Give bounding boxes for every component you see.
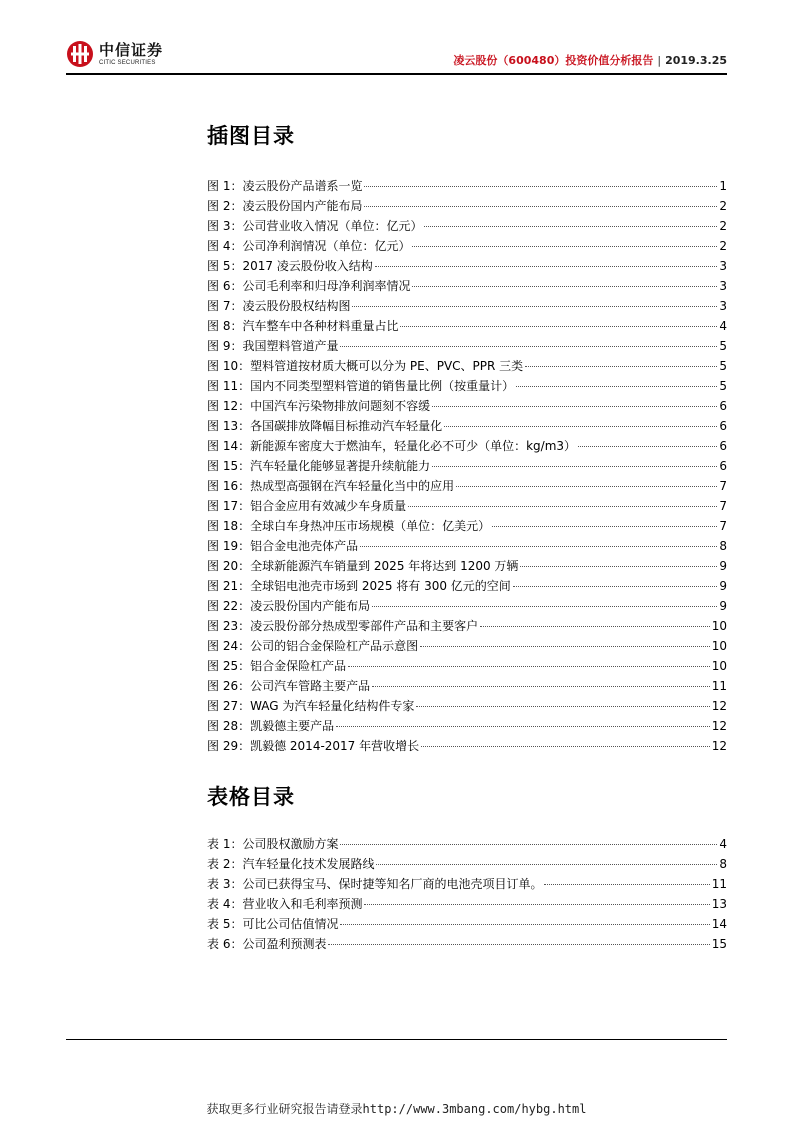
toc-entry-label: 图 5： (207, 259, 243, 273)
toc-entry-title: 营业收入和毛利率预测 (242, 897, 363, 911)
toc-leader-dots (372, 686, 710, 687)
figure-toc-entry[interactable] (207, 256, 727, 276)
figure-toc-entry[interactable] (207, 556, 727, 576)
toc-entry-title: 凯毅德 2014-2017 年营收增长 (250, 739, 420, 753)
header-rule (66, 73, 727, 75)
toc-entry-label: 图 13： (207, 419, 251, 433)
toc-entry-label: 表 5： (207, 917, 243, 931)
logo-name-cn: 中信证券 (99, 40, 164, 59)
toc-entry-title: 凯毅德主要产品 (250, 719, 335, 733)
toc-entry-title: 汽车轻量化能够显著提升续航能力 (250, 459, 431, 473)
toc-entry-title: 公司净利润情况（单位：亿元） (242, 239, 411, 253)
toc-entry-page: 2 (719, 219, 727, 233)
toc-leader-dots (412, 246, 717, 247)
page-header (0, 0, 793, 80)
toc-leader-dots (372, 606, 717, 607)
toc-entry-page: 4 (719, 837, 727, 851)
toc-entry-label: 图 29： (207, 739, 251, 753)
toc-entry-page: 10 (711, 659, 727, 673)
toc-leader-dots (525, 366, 717, 367)
toc-leader-dots (328, 944, 709, 945)
toc-entry-title: 全球白车身热冲压市场规模（单位：亿美元） (250, 519, 491, 533)
toc-entry-page: 5 (719, 359, 727, 373)
toc-leader-dots (416, 706, 709, 707)
toc-entry-page: 9 (719, 579, 727, 593)
toc-entry-label: 图 19： (207, 539, 251, 553)
toc-entry-label: 图 17： (207, 499, 251, 513)
toc-entry-title: 全球铝电池壳市场到 2025 将有 300 亿元的空间 (250, 579, 511, 593)
table-toc-entry[interactable] (207, 854, 727, 874)
toc-entry-page: 3 (719, 259, 727, 273)
toc-entry-label: 表 4： (207, 897, 243, 911)
toc-leader-dots (456, 486, 717, 487)
toc-entry-label: 图 24： (207, 639, 251, 653)
toc-entry-title: 凌云股份股权结构图 (242, 299, 351, 313)
table-toc-entry[interactable] (207, 934, 727, 954)
table-toc-entry[interactable] (207, 914, 727, 934)
toc-entry-title: 塑料管道按材质大概可以分为 PE、PVC、PPR 三类 (250, 359, 524, 373)
toc-entry-page: 9 (719, 599, 727, 613)
figure-toc-entry[interactable] (207, 736, 727, 756)
toc-leader-dots (578, 446, 717, 447)
toc-entry-label: 图 21： (207, 579, 251, 593)
toc-leader-dots (352, 306, 717, 307)
toc-entry-label: 图 15： (207, 459, 251, 473)
toc-leader-dots (336, 726, 710, 727)
toc-leader-dots (364, 206, 717, 207)
toc-entry-label: 表 1： (207, 837, 243, 851)
toc-leader-dots (348, 666, 710, 667)
header-report-info (453, 54, 727, 68)
citic-logo (66, 40, 163, 68)
toc-entry-title: 铝合金应用有效减少车身质量 (250, 499, 407, 513)
figure-toc-entry[interactable] (207, 216, 727, 236)
figure-toc-entry[interactable] (207, 416, 727, 436)
toc-entry-label: 图 14： (207, 439, 251, 453)
toc-entry-page: 15 (711, 937, 727, 951)
toc-entry-page: 13 (711, 897, 727, 911)
logo-name-en: CITIC SECURITIES (99, 59, 156, 66)
toc-entry-title: 公司汽车管路主要产品 (250, 679, 371, 693)
toc-entry-label: 图 27： (207, 699, 251, 713)
figure-toc-entry[interactable] (207, 356, 727, 376)
report-title: 凌云股份（600480）投资价值分析报告 (453, 54, 654, 67)
toc-entry-label: 图 23： (207, 619, 251, 633)
toc-entry-page: 12 (711, 739, 727, 753)
toc-entry-title: 凌云股份部分热成型零部件产品和主要客户 (250, 619, 479, 633)
figure-toc-entry[interactable] (207, 536, 727, 556)
toc-entry-label: 图 20： (207, 559, 251, 573)
toc-entry-title: 公司的铝合金保险杠产品示意图 (250, 639, 419, 653)
toc-entry-label: 图 26： (207, 679, 251, 693)
toc-entry-title: 汽车轻量化技术发展路线 (242, 857, 375, 871)
toc-leader-dots (421, 746, 710, 747)
table-toc-entry[interactable] (207, 874, 727, 894)
toc-entry-page: 11 (711, 679, 727, 693)
toc-entry-page: 3 (719, 279, 727, 293)
toc-entry-title: 公司已获得宝马、保时捷等知名厂商的电池壳项目订单。 (242, 877, 543, 891)
toc-entry-title: 各国碳排放降幅目标推动汽车轻量化 (250, 419, 443, 433)
toc-entry-page: 14 (711, 917, 727, 931)
footer-rule (66, 1039, 727, 1040)
toc-entry-title: 公司毛利率和归母净利润率情况 (242, 279, 411, 293)
toc-entry-page: 5 (719, 379, 727, 393)
figure-toc-entry[interactable] (207, 436, 727, 456)
toc-entry-label: 图 2： (207, 199, 243, 213)
toc-entry-label: 图 8： (207, 319, 243, 333)
figure-toc-entry[interactable] (207, 336, 727, 356)
logo-text (99, 42, 163, 67)
figure-toc-entry[interactable] (207, 496, 727, 516)
toc-entry-label: 图 10： (207, 359, 251, 373)
toc-leader-dots (420, 646, 710, 647)
toc-entry-page: 2 (719, 239, 727, 253)
toc-entry-page: 9 (719, 559, 727, 573)
toc-leader-dots (544, 884, 709, 885)
toc-entry-title: 凌云股份产品谱系一览 (242, 179, 363, 193)
figure-toc-entry[interactable] (207, 656, 727, 676)
toc-leader-dots (364, 904, 709, 905)
figure-toc-entry[interactable] (207, 456, 727, 476)
toc-entry-title: 全球新能源汽车销量到 2025 年将达到 1200 万辆 (250, 559, 519, 573)
toc-leader-dots (516, 386, 717, 387)
toc-entry-title: 凌云股份国内产能布局 (242, 199, 363, 213)
toc-entry-page: 6 (719, 439, 727, 453)
toc-leader-dots (360, 546, 717, 547)
toc-leader-dots (432, 466, 717, 467)
toc-leader-dots (340, 924, 709, 925)
figure-toc-entry[interactable] (207, 676, 727, 696)
toc-entry-label: 图 25： (207, 659, 251, 673)
figures-toc-list (207, 176, 727, 756)
toc-leader-dots (408, 506, 717, 507)
figure-toc-entry[interactable] (207, 716, 727, 736)
figure-toc-entry[interactable] (207, 176, 727, 196)
toc-leader-dots (375, 266, 718, 267)
toc-leader-dots (444, 426, 717, 427)
toc-entry-page: 8 (719, 539, 727, 553)
toc-entry-title: 我国塑料管道产量 (242, 339, 339, 353)
figure-toc-entry[interactable] (207, 636, 727, 656)
toc-entry-label: 图 9： (207, 339, 243, 353)
toc-entry-title: 铝合金电池壳体产品 (250, 539, 359, 553)
toc-entry-label: 表 6： (207, 937, 243, 951)
toc-entry-page: 10 (711, 619, 727, 633)
toc-entry-page: 7 (719, 519, 727, 533)
table-toc-entry[interactable] (207, 834, 727, 854)
toc-entry-page: 8 (719, 857, 727, 871)
report-date: 2019.3.25 (665, 54, 727, 67)
toc-entry-page: 6 (719, 459, 727, 473)
toc-leader-dots (340, 346, 717, 347)
toc-entry-label: 图 4： (207, 239, 243, 253)
figure-toc-entry[interactable] (207, 616, 727, 636)
toc-leader-dots (412, 286, 717, 287)
figure-toc-entry[interactable] (207, 516, 727, 536)
toc-entry-label: 图 7： (207, 299, 243, 313)
toc-entry-label: 图 12： (207, 399, 251, 413)
figure-toc-entry[interactable] (207, 596, 727, 616)
toc-entry-page: 5 (719, 339, 727, 353)
figure-toc-entry[interactable] (207, 276, 727, 296)
toc-leader-dots (376, 864, 717, 865)
tables-section-title: 表格目录 (207, 785, 295, 809)
header-separator: | (657, 54, 662, 67)
toc-entry-page: 3 (719, 299, 727, 313)
toc-entry-title: 热成型高强钢在汽车轻量化当中的应用 (250, 479, 455, 493)
toc-entry-label: 图 18： (207, 519, 251, 533)
figure-toc-entry[interactable] (207, 476, 727, 496)
toc-leader-dots (340, 844, 717, 845)
toc-leader-dots (480, 626, 710, 627)
toc-entry-title: 铝合金保险杠产品 (250, 659, 347, 673)
toc-leader-dots (400, 326, 717, 327)
toc-entry-title: 中国汽车污染物排放问题刻不容缓 (250, 399, 431, 413)
toc-leader-dots (432, 406, 717, 407)
toc-entry-page: 6 (719, 419, 727, 433)
toc-entry-page: 2 (719, 199, 727, 213)
toc-entry-page: 11 (711, 877, 727, 891)
toc-entry-label: 图 28： (207, 719, 251, 733)
toc-entry-page: 10 (711, 639, 727, 653)
toc-entry-title: 汽车整车中各种材料重量占比 (242, 319, 399, 333)
toc-entry-label: 图 1： (207, 179, 243, 193)
toc-entry-label: 图 6： (207, 279, 243, 293)
toc-entry-page: 1 (719, 179, 727, 193)
toc-entry-page: 7 (719, 479, 727, 493)
toc-entry-label: 图 22： (207, 599, 251, 613)
figure-toc-entry[interactable] (207, 376, 727, 396)
toc-entry-title: 公司盈利预测表 (242, 937, 327, 951)
figure-toc-entry[interactable] (207, 316, 727, 336)
citic-logo-mark-icon (66, 40, 94, 68)
toc-leader-dots (520, 566, 717, 567)
toc-entry-page: 4 (719, 319, 727, 333)
footer-download-link[interactable]: 获取更多行业研究报告请登录http://www.3mbang.com/hybg.html (206, 1102, 587, 1116)
toc-entry-title: 可比公司估值情况 (242, 917, 339, 931)
toc-entry-title: 公司股权激励方案 (242, 837, 339, 851)
figure-toc-entry[interactable] (207, 236, 727, 256)
toc-leader-dots (424, 226, 717, 227)
toc-entry-title: 凌云股份国内产能布局 (250, 599, 371, 613)
figure-toc-entry[interactable] (207, 396, 727, 416)
toc-entry-page: 6 (719, 399, 727, 413)
toc-entry-title: 公司营业收入情况（单位：亿元） (242, 219, 423, 233)
figures-section-title: 插图目录 (207, 124, 295, 148)
toc-entry-label: 图 16： (207, 479, 251, 493)
toc-entry-title: 2017 凌云股份收入结构 (242, 259, 373, 273)
toc-entry-page: 7 (719, 499, 727, 513)
figure-toc-entry[interactable] (207, 196, 727, 216)
toc-entry-page: 12 (711, 719, 727, 733)
toc-entry-title: 新能源车密度大于燃油车，轻量化必不可少（单位：kg/m3） (250, 439, 577, 453)
table-toc-entry[interactable] (207, 894, 727, 914)
toc-leader-dots (364, 186, 717, 187)
tables-toc-list (207, 834, 727, 954)
figure-toc-entry[interactable] (207, 576, 727, 596)
toc-leader-dots (492, 526, 717, 527)
toc-entry-label: 图 3： (207, 219, 243, 233)
toc-entry-page: 12 (711, 699, 727, 713)
toc-leader-dots (513, 586, 718, 587)
toc-entry-title: 国内不同类型塑料管道的销售量比例（按重量计） (250, 379, 515, 393)
figure-toc-entry[interactable] (207, 296, 727, 316)
toc-entry-label: 图 11： (207, 379, 251, 393)
toc-entry-title: WAG 为汽车轻量化结构件专家 (250, 699, 415, 713)
toc-entry-label: 表 2： (207, 857, 243, 871)
toc-entry-label: 表 3： (207, 877, 243, 891)
figure-toc-entry[interactable] (207, 696, 727, 716)
